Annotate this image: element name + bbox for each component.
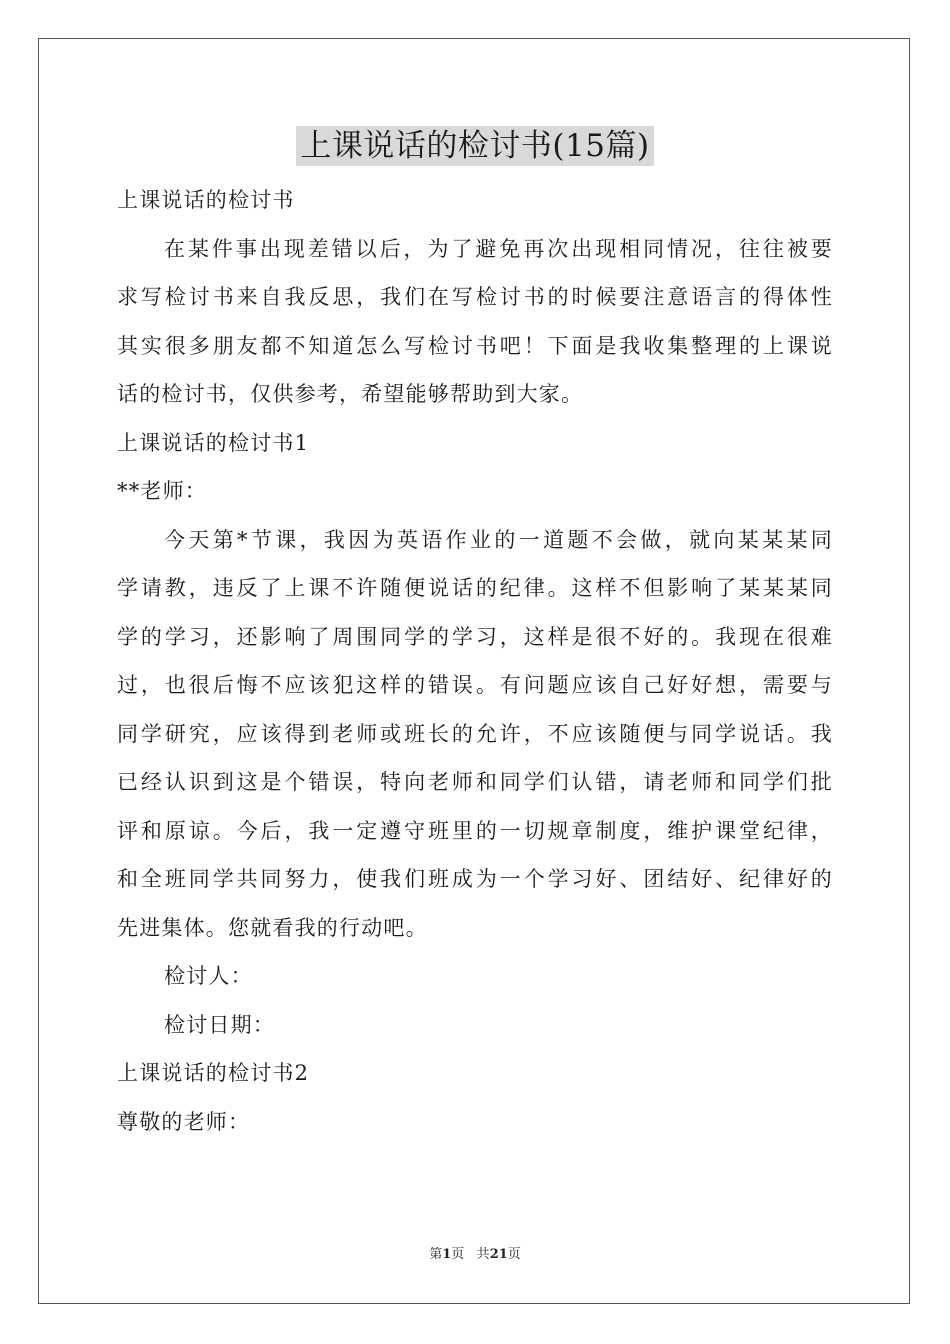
text-line: 话的检讨书，仅供参考，希望能够帮助到大家。 xyxy=(117,382,584,406)
text-line: 尊敬的老师： xyxy=(117,1109,251,1134)
page-suffix: 页 xyxy=(451,1247,465,1262)
text-line: 今天第*节课，我因为英语作业的一道题不会做，就向某某某同 xyxy=(164,527,833,552)
total-suffix: 页 xyxy=(507,1247,521,1262)
total-page-count: 21 xyxy=(489,1247,508,1262)
text-line: 先进集体。您就看我的行动吧。 xyxy=(117,915,428,940)
document-body xyxy=(117,176,833,1146)
text-line: 上课说话的检讨书 xyxy=(117,188,295,212)
text-line: 其实很多朋友都不知道怎么写检讨书吧！下面是我收集整理的上课说 xyxy=(117,333,833,358)
text-line: 和全班同学共同努力，使我们班成为一个学习好、团结好、纪律好的 xyxy=(117,867,833,891)
text-line: **老师： xyxy=(117,479,207,503)
title-container xyxy=(0,126,950,166)
text-line: 在某件事出现差错以后，为了避免再次出现相同情况，往往被要 xyxy=(164,236,833,261)
page-prefix: 第 xyxy=(429,1247,443,1262)
text-line: 同学研究，应该得到老师或班长的允许，不应该随便与同学说话。我 xyxy=(117,721,833,746)
current-page-number: 1 xyxy=(442,1247,452,1262)
text-line: 学请教，违反了上课不许随便说话的纪律。这样不但影响了某某某同 xyxy=(117,576,833,600)
text-line: 评和原谅。今后，我一定遵守班里的一切规章制度，维护课堂纪律， xyxy=(117,818,833,843)
text-line: 求写检讨书来自我反思，我们在写检讨书的时候要注意语言的得体性 xyxy=(117,285,833,309)
total-prefix: 共 xyxy=(476,1247,490,1262)
text-line: 学的学习，还影响了周围同学的学习，这样是很不好的。我现在很难 xyxy=(117,624,833,649)
text-line: 过，也很后悔不应该犯这样的错误。有问题应该自己好好想，需要与 xyxy=(117,673,833,697)
text-line: 检讨人： xyxy=(164,964,253,988)
document-title: 上课说话的检讨书(15篇) xyxy=(296,126,653,166)
text-line: 已经认识到这是个错误，特向老师和同学们认错，请老师和同学们批 xyxy=(117,770,833,794)
text-line: 上课说话的检讨书2 xyxy=(117,1061,310,1085)
text-line: 检讨日期： xyxy=(164,1012,275,1037)
page-footer xyxy=(0,1246,950,1264)
text-line: 上课说话的检讨书1 xyxy=(117,430,310,455)
